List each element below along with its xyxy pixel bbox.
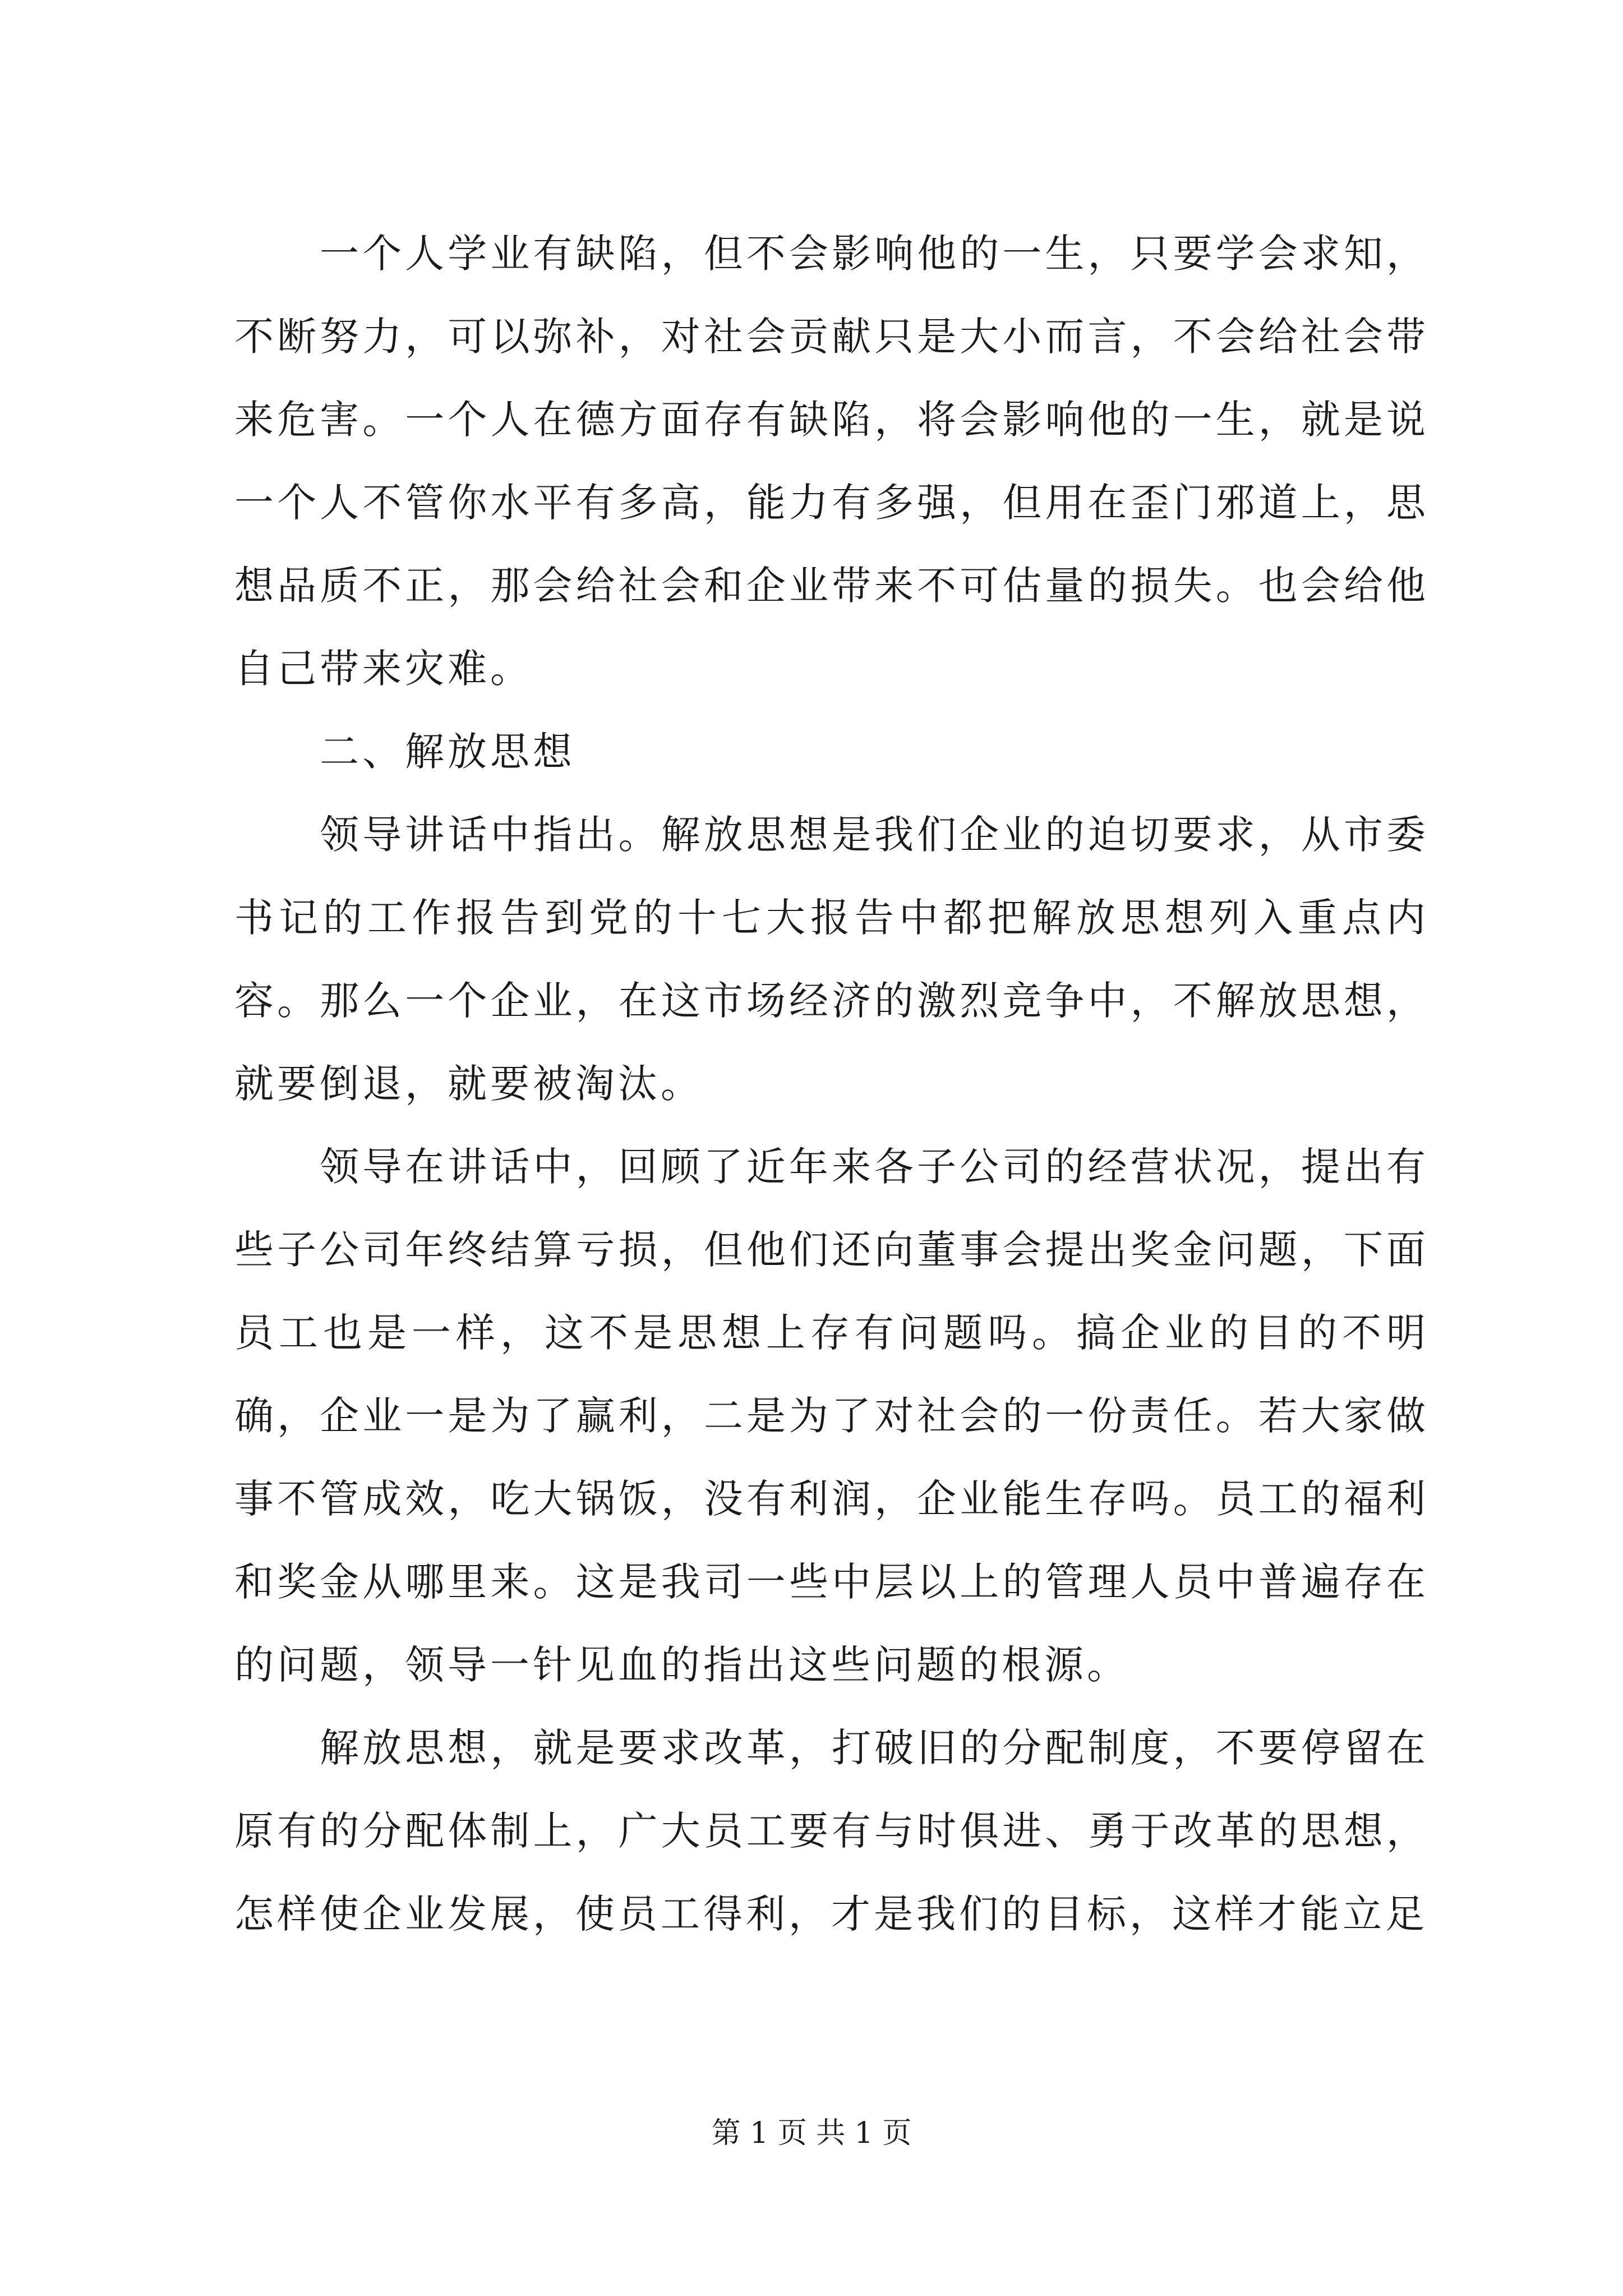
- paragraph-virtue-flaws: 一个人学业有缺陷，但不会影响他的一生，只要学会求知，不断努力，可以弥补，对社会贡献只是大小而言，不会给社会带来危害。一个人在德方面存有缺陷，将会影响他的一生，就是说一个人不管你水平有多高，能力有多强，但用在歪门邪道上，思想品质不正，那会给社会和企业带来不可估量的损失。也会给他自己带来灾难。: [234, 231, 1429, 692]
- document-body: [234, 212, 1429, 1955]
- paragraph-reform: 解放思想，就是要求改革，打破旧的分配制度，不要停留在原有的分配体制上，广大员工要有与时俱进、勇于改革的思想，怎样使企业发展，使员工得利，才是我们的目标，这样才能立足: [234, 1725, 1429, 1937]
- paragraph-subsidiary-review: 领导在讲话中，回顾了近年来各子公司的经营状况，提出有些子公司年终结算亏损，但他们还向董事会提出奖金问题，下面员工也是一样，这不是思想上存有问题吗。搞企业的目的不明确，企业一是为了赢利，二是为了对社会的一份责任。若大家做事不管成效，吃大锅饭，没有利润，企业能生存吗。员工的福利和奖金从哪里来。这是我司一些中层以上的管理人员中普遍存在的问题，领导一针见血的指出这些问题的根源。: [234, 1144, 1429, 1688]
- paragraph-leader-speech: 领导讲话中指出。解放思想是我们企业的迫切要求，从市委书记的工作报告到党的十七大报告中都把解放思想列入重点内容。那么一个企业，在这市场经济的激烈竞争中，不解放思想，就要倒退，就要被淘汰。: [234, 812, 1429, 1107]
- page-footer: 第 1 页 共 1 页: [711, 2116, 912, 2150]
- section-heading-emancipate-mind: 二、解放思想: [320, 729, 575, 775]
